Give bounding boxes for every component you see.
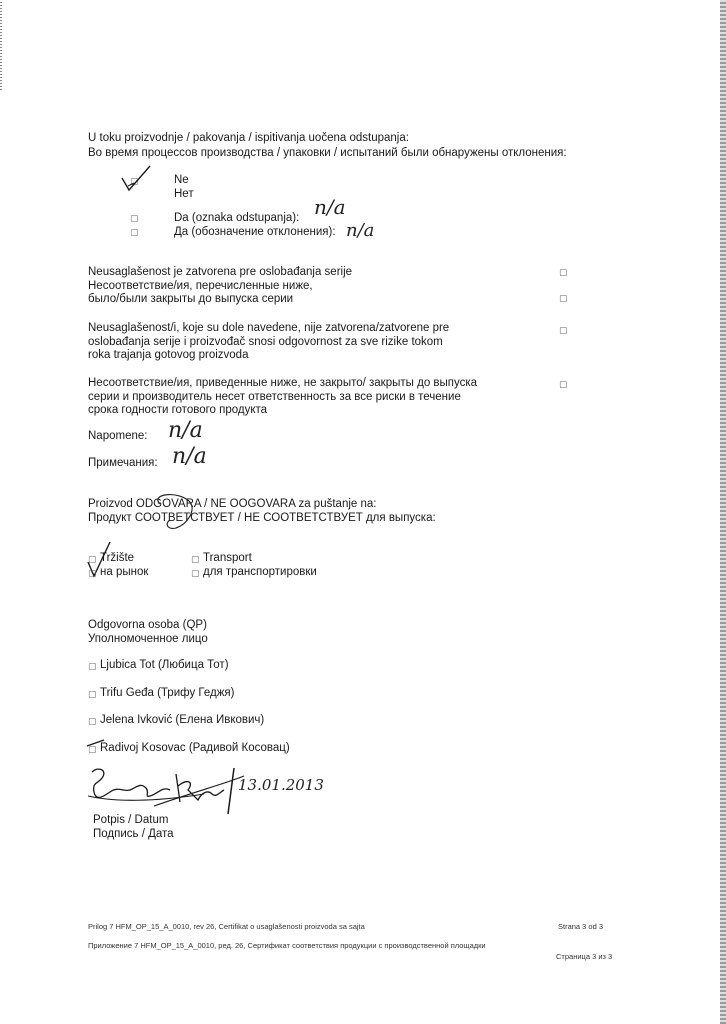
strike-circle-mark-icon — [130, 490, 210, 534]
nc-open-ru-line-3: срока годности готового продукта — [88, 404, 268, 416]
checkbox-nc-closed-ru[interactable]: ▢ — [559, 294, 568, 304]
qp-person-2: Trifu Geđa (Трифу Геджя) — [100, 687, 235, 699]
footer-page-ru: Страница 3 из 3 — [556, 952, 613, 961]
signature-date: 13.01.2013 — [238, 776, 324, 794]
header-line-ru: Во время процессов производства / упаковки / испытаний были обнаружены отклонения: — [88, 147, 567, 159]
nc-closed-ru-1: Несоответствие/ия, перечисленные ниже, — [88, 280, 313, 292]
nc-open-sr-line-3: roka trajanja gotovog proizvoda — [88, 349, 249, 361]
scan-edge-right — [720, 0, 726, 1024]
checkbox-qp-1[interactable]: ▢ — [88, 662, 97, 672]
market-sr: Tržište — [100, 552, 135, 564]
remarks-label-sr: Napomene: — [88, 430, 148, 442]
option-no-sr: Ne — [174, 174, 189, 186]
sign-label-sr: Potpis / Datum — [93, 814, 169, 826]
nc-open-sr-line-2: oslobađanja serije i proizvođač snosi odgovornost za sve rizike tokom — [88, 335, 443, 348]
checkbox-nc-closed-sr[interactable]: ▢ — [559, 268, 568, 278]
checkbox-qp-3[interactable]: ▢ — [88, 717, 97, 727]
sign-label-ru: Подпись / Дата — [93, 828, 174, 840]
checkbox-qp-2[interactable]: ▢ — [88, 690, 97, 700]
release-line-ru: Продукт СООТВЕТСТВУЕТ / НЕ СООТВЕТСТВУЕТ для выпуска: — [88, 512, 436, 524]
nc-open-ru-line-2: серии и производитель несет ответственность за все риски в течение — [88, 390, 461, 403]
nc-closed-sr: Neusaglašenost je zatvorena pre oslobađanja serije — [88, 266, 353, 278]
header-line-sr: U toku proizvodnje / pakovanja / ispitivanja uočena odstupanja: — [88, 132, 409, 144]
qp-title-ru: Уполномоченное лицо — [88, 633, 208, 645]
footer-line-ru: Приложение 7 HFM_OP_15_A_0010, ред. 26, Сертификат соответствия продукции с производственной площадки — [88, 941, 486, 950]
qp-person-3: Jelena Ivković (Елена Ивкович) — [100, 714, 265, 726]
transport-sr: Transport — [203, 552, 252, 564]
nc-open-sr — [88, 322, 449, 363]
checkbox-market-ru[interactable]: ▢ — [88, 569, 97, 579]
option-no-ru: Нет — [174, 188, 194, 200]
qp-person-4: Radivoj Kosovac (Радивой Косовац) — [100, 742, 290, 754]
nc-closed-ru-2: было/были закрыты до выпуска серии — [88, 293, 294, 305]
market-ru: на рынок — [100, 566, 149, 578]
checkbox-qp-4[interactable]: ▢ — [88, 745, 97, 755]
nc-open-sr-line-1: Neusaglašenost/i, koje su dole navedene, nije zatvorena/zatvorene pre — [88, 322, 450, 334]
checkbox-nc-open-ru[interactable]: ▢ — [559, 380, 568, 390]
footer-line-sr: Prilog 7 HFM_OP_15_A_0010, rev 26, Certifikat o usaglašenosti proizvoda sa sajta — [88, 922, 365, 931]
nc-open-ru-line-1: Несоответствие/ия, приведенные ниже, не закрыто/ закрыты до выпуска — [88, 377, 478, 389]
footer-page-sr: Strana 3 od 3 — [558, 922, 604, 931]
transport-ru: для транспортировки — [203, 566, 317, 578]
remarks-label-ru: Примечания: — [88, 457, 158, 469]
qp-title-sr: Odgovorna osoba (QP) — [88, 619, 207, 631]
release-line-sr: Proizvod ODGOVARA / NE OOGOVARA za puštanje na: — [88, 498, 377, 510]
scan-edge-left — [0, 0, 2, 90]
handwritten-deviation-sr: n/a — [314, 195, 346, 219]
handwritten-remarks-sr: n/a — [168, 418, 203, 443]
checkbox-transport-sr[interactable]: ▢ — [191, 555, 200, 565]
option-yes-ru: Да (обозначение отклонения): — [174, 226, 336, 238]
checkbox-market-sr[interactable]: ▢ — [88, 555, 97, 565]
checkbox-transport-ru[interactable]: ▢ — [191, 569, 200, 579]
checkmark-no-icon — [120, 164, 160, 194]
checkbox-yes-ru[interactable]: ▢ — [130, 228, 139, 238]
checkbox-no[interactable]: ▢ — [130, 177, 139, 187]
checkbox-yes-sr[interactable]: ▢ — [130, 214, 139, 224]
handwritten-remarks-ru: n/a — [172, 444, 207, 469]
checkbox-nc-open-sr[interactable]: ▢ — [559, 326, 568, 336]
nc-open-ru — [88, 377, 477, 418]
handwritten-deviation-ru: n/a — [346, 220, 375, 241]
qp-person-1: Ljubica Tot (Любица Тот) — [100, 659, 229, 671]
option-yes-sr: Da (oznaka odstupanja): — [174, 212, 300, 224]
